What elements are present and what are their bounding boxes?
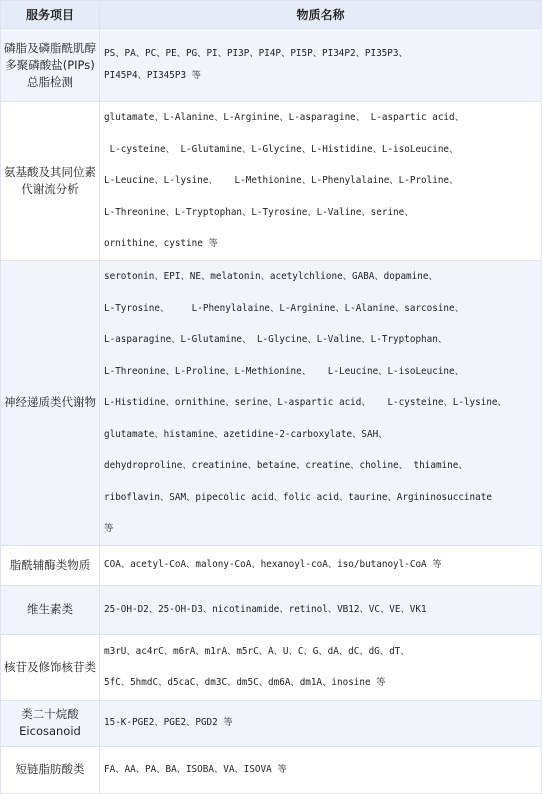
service-name-line: 磷脂及磷脂酰肌醇	[4, 40, 96, 55]
material-line: 5fC、5hmdC、d5caC、dm3C、dm5C、dm6A、dm1A、inosine 等	[104, 677, 386, 688]
service-name-line: 多聚磷酸盐(PIPs)	[5, 57, 95, 72]
material-line: L-Leucine、L-lysine、 L-Methionine、L-Phenylalaine、L-Proline、	[104, 175, 459, 187]
table-row	[1, 261, 542, 546]
material-line: ornithine、cystine 等	[104, 238, 218, 250]
service-name-line: 神经递质类代谢物	[4, 395, 96, 410]
service-cell	[1, 261, 100, 546]
material-line: FA、AA、PA、BA、ISOBA、VA、ISOVA 等	[104, 763, 287, 775]
material-cell	[100, 545, 542, 585]
material-line: COA、acetyl-CoA、malony-CoA、hexanoyl-coA、iso/butanoyl-CoA 等	[104, 559, 442, 570]
table-row	[1, 585, 542, 634]
table-row	[1, 545, 542, 585]
table-row	[1, 102, 542, 261]
service-name-line: 核苷及修饰核苷类	[4, 659, 96, 674]
material-cell	[100, 634, 542, 700]
material-cell	[100, 29, 542, 102]
material-cell	[100, 261, 542, 546]
material-line: 等	[104, 523, 114, 534]
table-row	[1, 29, 542, 102]
service-name-line: 脂酰辅酶类物质	[9, 557, 91, 572]
service-cell	[1, 585, 100, 634]
material-line: L-Tyrosine、 L-Phenylalaine、L-Arginine、L-Alanine、sarcosine、	[104, 302, 464, 314]
service-cell	[1, 545, 100, 585]
service-cell	[1, 29, 100, 102]
service-cell	[1, 634, 100, 700]
service-cell	[1, 102, 100, 261]
material-line: glutamate、L-Alanine、L-Arginine、L-asparagine、 L-aspartic acid、	[104, 112, 464, 124]
material-line: 15-K-PGE2、PGE2、PGD2 等	[104, 717, 233, 728]
material-line: L-Histidine、ornithine、serine、L-aspartic acid、 L-cysteine、L-lysine、	[104, 397, 507, 408]
material-line: L-Threonine、L-Tryptophan、L-Tyrosine、L-Valine、serine、	[104, 206, 414, 218]
material-line: L-cysteine、 L-Glutamine、L-Glycine、L-Histidine、L-isoLeucine、	[104, 143, 459, 155]
material-line: 25-OH-D2、25-OH-D3、nicotinamide、retinol、VB12、VC、VE、VK1	[104, 603, 427, 615]
material-line: PI45P4、PI345P3 等	[104, 70, 201, 81]
service-name-line: 氨基酸及其同位素	[4, 165, 96, 179]
material-line: L-asparagine、L-Glutamine、 L-Glycine、L-Valine、L-Tryptophan、	[104, 334, 448, 345]
material-line: glutamate、histamine、azetidine-2-carboxylate、SAH、	[104, 428, 388, 440]
header-service: 服务项目	[1, 1, 100, 29]
service-name-line: 类二十烷酸	[21, 707, 79, 721]
service-name-line: 总脂检测	[27, 74, 73, 89]
material-line: dehydroproline、creatinine、betaine、creatine、choline、 thiamine、	[104, 460, 468, 471]
header-material: 物质名称	[100, 1, 542, 29]
service-cell	[1, 700, 100, 746]
service-name-line: Eicosanoid	[19, 724, 81, 738]
material-line: riboflavin、SAM、pipecolic acid、folic acid、taurine、Argininosuccinate	[104, 491, 492, 503]
material-line: L-Threonine、L-Proline、L-Methionine、 L-Leucine、L-isoLeucine、	[104, 365, 464, 377]
service-name-line: 代谢流分析	[21, 182, 79, 196]
table-row	[1, 634, 542, 700]
service-name-line: 维生素类	[27, 602, 73, 616]
material-cell	[100, 585, 542, 634]
material-line: PS、PA、PC、PE、PG、PI、PI3P、PI4P、PI5P、PI34P2、PI35P3、	[104, 48, 408, 59]
material-line: serotonin、EPI、NE、melatonin、acetylchlione、GABA、dopamine、	[104, 271, 438, 282]
table-row	[1, 700, 542, 746]
material-line: m3rU、ac4rC、m6rA、m1rA、m5rC、A、U、C、G、dA、dC、dG、dT、	[104, 646, 410, 657]
service-name-line: 短链脂肪酸类	[15, 762, 85, 776]
material-cell	[100, 102, 542, 261]
material-cell	[100, 700, 542, 746]
table-header-row	[1, 1, 542, 29]
